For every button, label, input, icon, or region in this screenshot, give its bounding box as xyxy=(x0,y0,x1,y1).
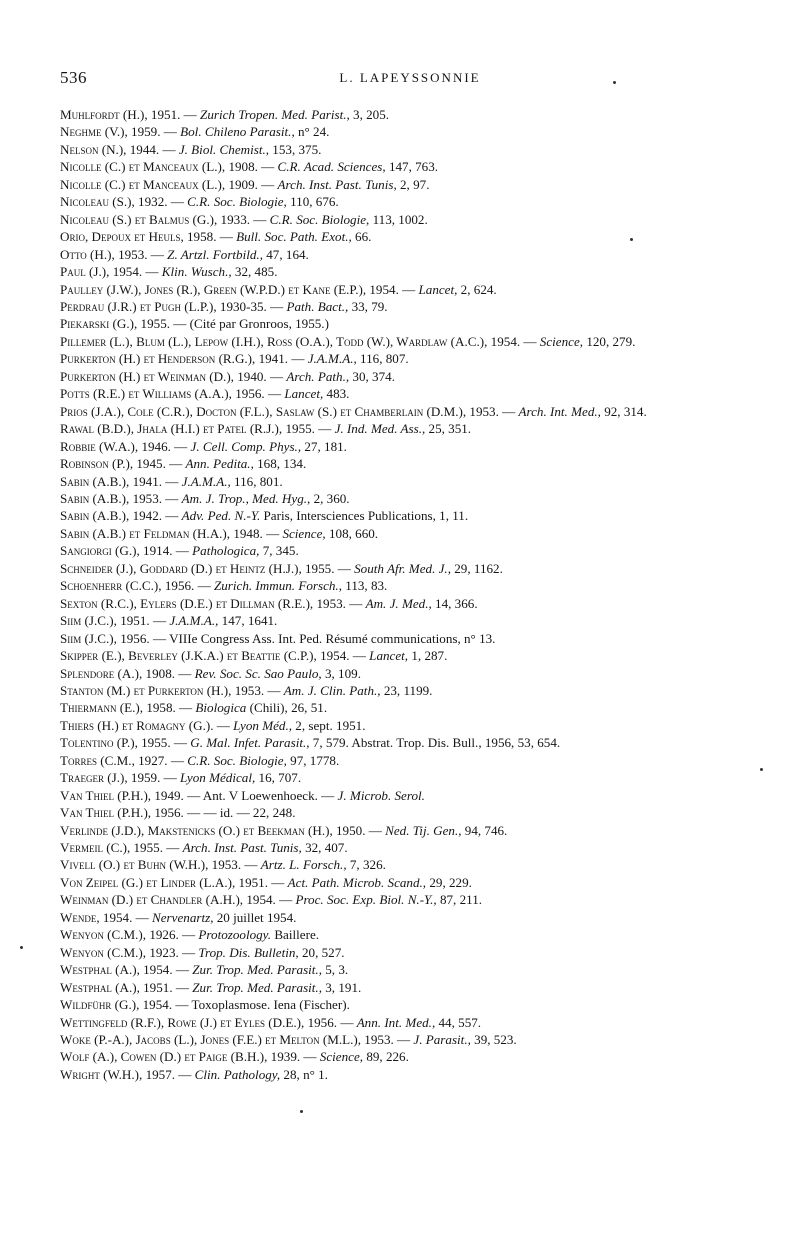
print-speck xyxy=(760,768,763,771)
reference-year: 1949. — Ant. V Loewenhoeck. — xyxy=(151,787,338,803)
reference-entry xyxy=(60,1066,760,1083)
reference-entry xyxy=(60,665,760,682)
reference-entry xyxy=(60,455,760,472)
reference-year: 1939. — xyxy=(267,1049,320,1065)
reference-entry xyxy=(60,682,760,699)
reference-details: 94, 746. xyxy=(461,822,508,838)
reference-details: 2, 624. xyxy=(457,281,497,297)
reference-entry xyxy=(60,507,760,524)
reference-year: 1954. — xyxy=(316,648,370,664)
reference-year: 1955. — xyxy=(137,735,191,751)
reference-entry xyxy=(60,123,760,140)
reference-entry xyxy=(60,438,760,455)
reference-authors: Wettingfeld (R.F.), Rowe (J.) et Eyles (D.E.), xyxy=(60,1014,305,1030)
reference-details: 20 juillet 1954. xyxy=(213,909,297,925)
reference-authors: Wenyon (C.M.), xyxy=(60,927,147,943)
reference-details: 92, 314. xyxy=(600,403,647,419)
reference-journal: Science, xyxy=(282,525,326,541)
reference-details: 147, 763. xyxy=(385,159,439,175)
reference-details: 89, 226. xyxy=(363,1049,409,1065)
reference-year: — xyxy=(213,717,234,733)
reference-authors: Wenyon (C.M.), xyxy=(60,944,147,960)
reference-year: 1951. — xyxy=(235,874,288,890)
reference-authors: Schoenherr (C.C.), xyxy=(60,578,162,594)
reference-authors: Sexton (R.C.), Eylers (D.E.) et Dillman (R.E.), xyxy=(60,595,314,611)
reference-entry xyxy=(60,1048,760,1065)
reference-authors: Sabin (A.B.), xyxy=(60,473,130,489)
reference-journal: Ann. Pedita., xyxy=(185,456,254,472)
reference-year: 1953. — xyxy=(114,246,168,262)
reference-authors: Wolf (A.), Cowen (D.) et Paige (B.H.), xyxy=(60,1049,268,1065)
reference-details: 168, 134. xyxy=(253,456,307,472)
reference-journal: J.A.M.A., xyxy=(181,473,231,489)
reference-year: 1932. — xyxy=(134,194,188,210)
reference-journal: Lancet, xyxy=(284,386,324,402)
reference-year: 1933. — xyxy=(217,211,270,227)
reference-entry xyxy=(60,856,760,873)
reference-authors: Pillemer (L.), Blum (L.), Lepow (I.H.), Ross (O.A.), Todd (W.), Wardlaw (A.C.), xyxy=(60,333,488,349)
reference-year: 1954. — xyxy=(109,264,162,280)
reference-journal: Klin. Wusch., xyxy=(161,264,232,280)
reference-authors: Piekarski (G.), xyxy=(60,316,138,332)
reference-year: 1954. — xyxy=(366,281,419,297)
reference-entry xyxy=(60,176,760,193)
reference-details: (Chili), 26, 51. xyxy=(246,700,328,716)
reference-year: 1954. — xyxy=(99,909,153,925)
reference-year: 1955. — (Cité par Gronroos, 1955.) xyxy=(137,316,329,332)
reference-year: 1955. — xyxy=(301,560,355,576)
reference-journal: Trop. Dis. Bulletin, xyxy=(198,944,299,960)
reference-details: 32, 407. xyxy=(301,840,348,856)
reference-authors: Westphal (A.), xyxy=(60,979,140,995)
reference-year: 1957. — xyxy=(142,1066,195,1082)
reference-authors: Nelson (N.), xyxy=(60,141,127,157)
reference-authors: Woke (P.-A.), Jacobs (L.), Jones (F.E.) et Melton (M.L.), xyxy=(60,1032,362,1048)
reference-journal: South Afr. Med. J., xyxy=(354,560,451,576)
reference-journal: Arch. Inst. Past. Tunis, xyxy=(182,840,302,856)
reference-entry xyxy=(60,752,760,769)
reference-entry xyxy=(60,717,760,734)
reference-year: 1954. — xyxy=(243,892,296,908)
reference-details: 39, 523. xyxy=(470,1032,517,1048)
reference-details: 25, 351. xyxy=(425,421,472,437)
reference-details: 27, 181. xyxy=(301,438,347,454)
reference-entry xyxy=(60,473,760,490)
reference-year: 1955. — xyxy=(282,421,335,437)
reference-journal: Pathologica, xyxy=(192,543,260,559)
reference-authors: Vivell (O.) et Buhn (W.H.), xyxy=(60,857,209,873)
reference-details: 97, 1778. xyxy=(286,752,340,768)
reference-entry xyxy=(60,577,760,594)
reference-details: 108, 660. xyxy=(325,525,379,541)
reference-details: 3, 191. xyxy=(321,979,362,995)
reference-journal: G. Mal. Infet. Parasit., xyxy=(190,735,310,751)
reference-year: 1908. — xyxy=(225,159,278,175)
reference-details: 2, 97. xyxy=(396,176,430,192)
reference-authors: Nicolle (C.) et Manceaux (L.), xyxy=(60,176,226,192)
reference-entry xyxy=(60,281,760,298)
reference-journal: Adv. Ped. N.-Y. xyxy=(181,508,261,524)
reference-authors: Van Thiel (P.H.), xyxy=(60,787,152,803)
reference-details: 30, 374. xyxy=(349,368,395,384)
reference-journal: Bull. Soc. Path. Exot., xyxy=(236,229,352,245)
reference-authors: Thiermann (E.), xyxy=(60,700,144,716)
reference-entry xyxy=(60,961,760,978)
reference-entry xyxy=(60,228,760,245)
reference-details: 87, 211. xyxy=(436,892,483,908)
reference-authors: Sabin (A.B.), xyxy=(60,490,130,506)
print-speck xyxy=(20,946,23,949)
reference-authors: Siim (J.C.), xyxy=(60,630,117,646)
reference-authors: Traeger (J.), xyxy=(60,770,128,786)
reference-details: 120, 279. xyxy=(583,333,636,349)
reference-authors: Siim (J.C.), xyxy=(60,613,117,629)
reference-details: 66. xyxy=(351,229,372,245)
reference-details: 153, 375. xyxy=(269,141,322,157)
reference-journal: Zurich. Immun. Forsch., xyxy=(213,578,342,594)
reference-year: 1948. — xyxy=(230,525,283,541)
reference-entry xyxy=(60,699,760,716)
reference-journal: Artz. L. Forsch., xyxy=(260,857,347,873)
reference-journal: C.R. Soc. Biologie, xyxy=(187,194,287,210)
reference-journal: J. Ind. Med. Ass., xyxy=(334,421,426,437)
reference-entry xyxy=(60,787,760,804)
reference-year: 1951. — xyxy=(139,979,193,995)
reference-list xyxy=(60,106,760,1083)
reference-entry xyxy=(60,490,760,507)
reference-details: 116, 801. xyxy=(230,473,283,489)
reference-authors: Prios (J.A.), Cole (C.R.), Docton (F.L.), Saslaw (S.) et Chamberlain (D.M.), xyxy=(60,403,467,419)
reference-entry xyxy=(60,926,760,943)
reference-entry xyxy=(60,804,760,821)
print-speck xyxy=(630,238,633,241)
reference-year: 1953. — xyxy=(361,1032,414,1048)
reference-entry xyxy=(60,420,760,437)
reference-journal: Lyon Méd., xyxy=(233,717,293,733)
reference-authors: Nicoleau (S.) et Balmus (G.), xyxy=(60,211,218,227)
reference-journal: J.A.M.A., xyxy=(307,351,357,367)
reference-journal: Zurich Tropen. Med. Parist., xyxy=(200,107,350,122)
reference-authors: Van Thiel (P.H.), xyxy=(60,805,152,821)
reference-details: n° 24. xyxy=(294,124,330,140)
reference-entry xyxy=(60,560,760,577)
reference-authors: Nicolle (C.) et Manceaux (L.), xyxy=(60,159,226,175)
reference-entry xyxy=(60,595,760,612)
reference-journal: C.R. Soc. Biologie, xyxy=(269,211,370,227)
reference-authors: Schneider (J.), Goddard (D.) et Heintz (H.J.), xyxy=(60,560,302,576)
reference-journal: Proc. Soc. Exp. Biol. N.-Y., xyxy=(295,892,437,908)
reference-journal: Nervenartz, xyxy=(152,909,214,925)
reference-year: 1908. — xyxy=(142,665,195,681)
reference-authors: Verlinde (J.D.), Makstenicks (O.) et Beekman (H.), xyxy=(60,822,333,838)
reference-entry xyxy=(60,839,760,856)
reference-year: 1927. — xyxy=(134,752,188,768)
reference-entry xyxy=(60,350,760,367)
reference-authors: Wildführ (G.), xyxy=(60,997,140,1013)
reference-details: 33, 79. xyxy=(348,298,388,314)
page-header xyxy=(60,68,760,90)
reference-journal: Lancet, xyxy=(418,281,458,297)
reference-entry xyxy=(60,525,760,542)
reference-authors: Perdrau (J.R.) et Pugh (L.P.), xyxy=(60,298,217,314)
reference-details: 23, 1199. xyxy=(380,682,433,698)
reference-details: 14, 366. xyxy=(431,595,478,611)
reference-entry xyxy=(60,769,760,786)
reference-entry xyxy=(60,246,760,263)
reference-entry xyxy=(60,263,760,280)
reference-journal: Am. J. Med., xyxy=(365,595,432,611)
reference-entry xyxy=(60,1031,760,1048)
reference-year: 1941. — xyxy=(255,351,308,367)
reference-journal: Lyon Médical, xyxy=(180,770,256,786)
reference-authors: Westphal (A.), xyxy=(60,962,140,978)
reference-journal: Path. Bact., xyxy=(286,298,349,314)
reference-journal: Zur. Trop. Med. Parasit., xyxy=(192,979,322,995)
reference-journal: Ann. Int. Med., xyxy=(356,1014,436,1030)
reference-details: 116, 807. xyxy=(356,351,409,367)
reference-year: 1926. — xyxy=(146,927,199,943)
reference-entry xyxy=(60,403,760,420)
reference-details: Baillere. xyxy=(271,927,320,943)
reference-authors: Sabin (A.B.) et Feldman (H.A.), xyxy=(60,525,231,541)
reference-year: 1951. — xyxy=(147,107,201,122)
reference-entry xyxy=(60,996,760,1013)
reference-journal: C.R. Soc. Biologie, xyxy=(187,752,287,768)
reference-details: 3, 109. xyxy=(321,665,361,681)
reference-details: 483. xyxy=(323,386,350,402)
reference-year: 1958. — xyxy=(183,229,237,245)
reference-authors: Wright (W.H.), xyxy=(60,1066,143,1082)
reference-journal: Ned. Tij. Gen., xyxy=(385,822,462,838)
reference-authors: Orio, Depoux et Heuls, xyxy=(60,229,184,245)
reference-entry xyxy=(60,647,760,664)
reference-year: 1953. — xyxy=(313,595,366,611)
reference-authors: Nicoleau (S.), xyxy=(60,194,135,210)
reference-journal: Z. Artzl. Fortbild., xyxy=(167,246,263,262)
reference-entry xyxy=(60,734,760,751)
reference-journal: J. Biol. Chemist., xyxy=(178,141,270,157)
reference-journal: Arch. Path., xyxy=(286,368,350,384)
reference-authors: Skipper (E.), Beverley (J.K.A.) et Beattie (C.P.), xyxy=(60,648,317,664)
reference-details: — id. — 22, 248. xyxy=(203,805,296,821)
reference-year: 1953. — xyxy=(466,403,519,419)
reference-details: 7, 579. Abstrat. Trop. Dis. Bull., 1956, 53, 654. xyxy=(309,735,561,751)
reference-journal: Protozoology. xyxy=(198,927,272,943)
reference-entry xyxy=(60,542,760,559)
reference-year: 1953. — xyxy=(129,490,182,506)
reference-details: 29, 229. xyxy=(426,874,472,890)
reference-authors: Paul (J.), xyxy=(60,264,110,280)
reference-year: 1956. — xyxy=(231,386,285,402)
reference-details: 1, 287. xyxy=(408,648,448,664)
reference-journal: J. Cell. Comp. Phys., xyxy=(190,438,302,454)
reference-details: 113, 83. xyxy=(341,578,388,594)
reference-year: 1942. — xyxy=(129,508,182,524)
reference-authors: Neghme (V.), xyxy=(60,124,128,140)
reference-authors: Sangiorgi (G.), xyxy=(60,543,140,559)
reference-journal: J.A.M.A., xyxy=(169,613,219,629)
reference-authors: Splendore (A.), xyxy=(60,665,143,681)
reference-details: 2, 360. xyxy=(310,490,350,506)
reference-authors: Robbie (W.A.), xyxy=(60,438,139,454)
reference-authors: Von Zeipel (G.) et Linder (L.A.), xyxy=(60,874,236,890)
reference-entry xyxy=(60,333,760,350)
reference-details: 2, sept. 1951. xyxy=(292,717,366,733)
reference-details: 16, 707. xyxy=(255,770,302,786)
reference-year: 1923. — xyxy=(146,944,199,960)
reference-year: 1956. — xyxy=(161,578,214,594)
reference-journal: Lancet, xyxy=(369,648,409,664)
reference-entry xyxy=(60,630,760,647)
page-number: 536 xyxy=(60,68,87,87)
reference-journal: Am. J. Trop., Med. Hyg., xyxy=(181,490,311,506)
reference-authors: Muhlfordt (H.), xyxy=(60,107,148,122)
reference-journal: Arch. Int. Med., xyxy=(518,403,601,419)
reference-authors: Purkerton (H.) et Henderson (R.G.), xyxy=(60,351,256,367)
reference-authors: Potts (R.E.) et Williams (A.A.), xyxy=(60,386,232,402)
reference-entry xyxy=(60,211,760,228)
reference-authors: Robinson (P.), xyxy=(60,456,134,472)
reference-authors: Stanton (M.) et Purkerton (H.), xyxy=(60,682,232,698)
reference-year: 1954. — xyxy=(139,962,193,978)
reference-year: 1946. — xyxy=(138,438,191,454)
reference-details: 47, 164. xyxy=(262,246,309,262)
reference-authors: Wende, xyxy=(60,909,100,925)
reference-authors: Rawal (B.D.), Jhala (H.I.) et Patel (R.J.), xyxy=(60,421,283,437)
reference-authors: Torres (C.M., xyxy=(60,752,135,768)
reference-entry xyxy=(60,193,760,210)
reference-year: 1954. — Toxoplasmose. Iena (Fischer). xyxy=(139,997,350,1013)
reference-year: 1955. — xyxy=(130,840,183,856)
reference-entry xyxy=(60,979,760,996)
reference-details: Paris, Intersciences Publications, 1, 11. xyxy=(260,508,469,524)
reference-details: 32, 485. xyxy=(231,264,278,280)
reference-year: 1950. — xyxy=(332,822,386,838)
reference-journal: Science, xyxy=(319,1049,364,1065)
reference-authors: Sabin (A.B.), xyxy=(60,508,130,524)
reference-entry xyxy=(60,874,760,891)
reference-year: 1944. — xyxy=(126,141,179,157)
reference-details: 44, 557. xyxy=(435,1014,482,1030)
reference-year: 1959. — xyxy=(127,124,181,140)
reference-entry xyxy=(60,298,760,315)
reference-authors: Vermeil (C.), xyxy=(60,840,131,856)
reference-year: 1956. — xyxy=(151,805,204,821)
reference-details: 5, 3. xyxy=(321,962,349,978)
reference-authors: Thiers (H.) et Romagny (G.). xyxy=(60,717,214,733)
reference-details: 20, 527. xyxy=(298,944,345,960)
reference-entry xyxy=(60,141,760,158)
reference-details: 7, 326. xyxy=(346,857,386,873)
print-speck xyxy=(613,81,616,84)
reference-entry xyxy=(60,1014,760,1031)
reference-year: 1909. — xyxy=(225,176,278,192)
print-speck xyxy=(300,1110,303,1113)
reference-details: 147, 1641. xyxy=(218,613,278,629)
reference-entry xyxy=(60,944,760,961)
reference-details: 28, n° 1. xyxy=(280,1066,328,1082)
reference-entry xyxy=(60,385,760,402)
reference-journal: Zur. Trop. Med. Parasit., xyxy=(192,962,322,978)
reference-journal: Biologica xyxy=(195,700,247,716)
reference-entry xyxy=(60,909,760,926)
reference-year: 1953. — xyxy=(231,682,284,698)
reference-year: 1959. — xyxy=(127,770,181,786)
reference-year: 1956. — xyxy=(304,1014,357,1030)
reference-journal: Bol. Chileno Parasit., xyxy=(180,124,295,140)
reference-details: 3, 205. xyxy=(349,107,390,122)
reference-details: 110, 676. xyxy=(286,194,339,210)
reference-authors: Weinman (D.) et Chandler (A.H.), xyxy=(60,892,244,908)
reference-journal: Clin. Pathology, xyxy=(194,1066,281,1082)
reference-entry xyxy=(60,315,760,332)
reference-entry xyxy=(60,368,760,385)
reference-year: 1958. — xyxy=(143,700,196,716)
running-title: L. LAPEYSSONNIE xyxy=(339,70,481,85)
reference-journal: Arch. Inst. Past. Tunis, xyxy=(277,176,397,192)
reference-year: 1930-35. — xyxy=(216,298,287,314)
reference-journal: J. Parasit., xyxy=(413,1032,471,1048)
reference-year: 1956. — VIIIe Congress Ass. Int. Ped. Résumé communications, n° 13. xyxy=(116,630,496,646)
reference-authors: Tolentino (P.), xyxy=(60,735,138,751)
reference-journal: Am. J. Clin. Path., xyxy=(283,682,381,698)
reference-entry xyxy=(60,612,760,629)
reference-year: 1954. — xyxy=(487,333,540,349)
reference-entry xyxy=(60,891,760,908)
reference-authors: Paulley (J.W.), Jones (R.), Green (W.P.D.) et Kane (E.P.), xyxy=(60,281,367,297)
reference-journal: J. Microb. Serol. xyxy=(337,787,425,803)
reference-details: 29, 1162. xyxy=(450,560,503,576)
reference-journal: C.R. Acad. Sciences, xyxy=(277,159,386,175)
reference-journal: Science, xyxy=(539,333,584,349)
reference-entry xyxy=(60,822,760,839)
reference-details: 113, 1002. xyxy=(369,211,428,227)
reference-year: 1953. — xyxy=(208,857,261,873)
reference-journal: Act. Path. Microb. Scand., xyxy=(287,874,427,890)
reference-authors: Otto (H.), xyxy=(60,246,115,262)
reference-year: 1940. — xyxy=(233,368,287,384)
reference-year: 1945. — xyxy=(133,456,186,472)
reference-entry xyxy=(60,158,760,175)
reference-entry xyxy=(60,106,760,123)
reference-year: 1951. — xyxy=(116,613,170,629)
reference-details: 7, 345. xyxy=(259,543,299,559)
reference-authors: Purkerton (H.) et Weinman (D.), xyxy=(60,368,234,384)
reference-journal: Rev. Soc. Sc. Sao Paulo, xyxy=(194,665,322,681)
reference-year: 1914. — xyxy=(139,543,193,559)
reference-year: 1941. — xyxy=(129,473,182,489)
